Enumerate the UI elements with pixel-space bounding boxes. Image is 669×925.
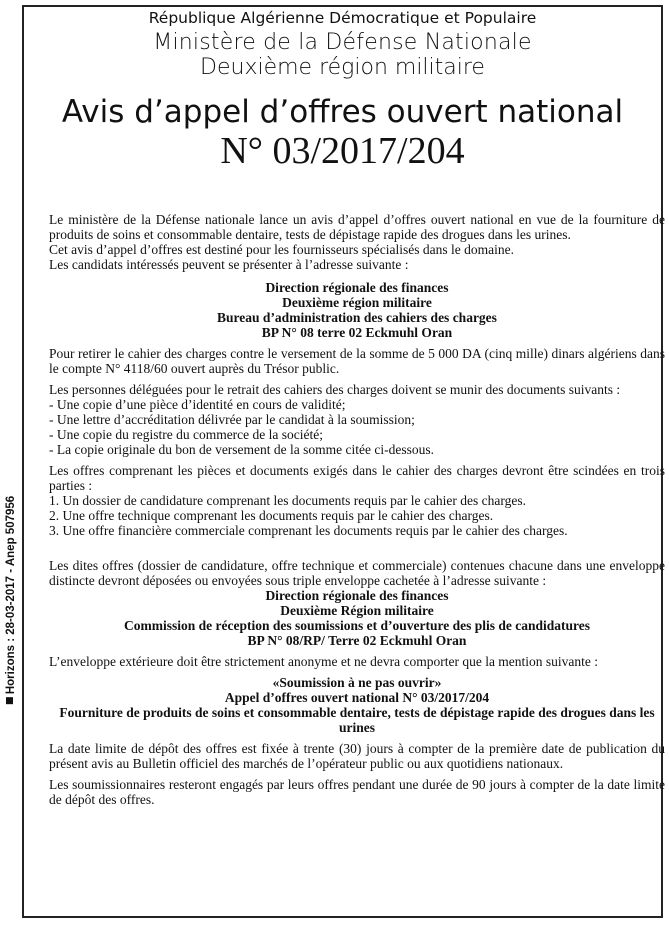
address-line: BP N° 08/RP/ Terre 02 Eckmuhl Oran	[247, 633, 467, 648]
notice-title: Avis d’appel d’offres ouvert national	[61, 94, 624, 131]
ministry-title: Ministère de la Défense Nationale	[153, 30, 532, 56]
intro-paragraph: Le ministère de la Défense nationale lance un avis d’appel d’offres ouvert national en vue de la fourniture de produits de soins et consommable dentaire, tests de dépistage rapide des drogues dans les urines.	[49, 212, 665, 242]
list-item: 2. Une offre technique comprenant les documents requis par le cahier des charges.	[49, 508, 494, 523]
sidebar-publication-info	[0, 0, 22, 925]
region-title: Deuxième région militaire	[200, 55, 485, 81]
list-item: 1. Un dossier de candidature comprenant les documents requis par le cahier des charges.	[49, 493, 526, 508]
mention-line: Appel d’offres ouvert national N° 03/2017/204	[224, 690, 490, 705]
address-block	[49, 280, 665, 340]
list-item: - Une copie d’une pièce d’identité en cours de validité;	[49, 397, 346, 412]
address-line: Bureau d’administration des cahiers des charges	[217, 310, 497, 325]
commitment-paragraph: Les soumissionnaires resteront engagés par leurs offres pendant une durée de 90 jours à compter de la date limite de dépôt des offres.	[49, 777, 665, 807]
offers-intro: Les offres comprenant les pièces et documents exigés dans le cahier des charges devront être scindées en trois parties :	[49, 463, 665, 493]
address-block	[49, 588, 665, 648]
publication-reference: Horizons : 28-03-2017 - Anep 507956	[5, 495, 17, 695]
address-line: BP N° 08 terre 02 Eckmuhl Oran	[261, 325, 453, 340]
deadline-paragraph: La date limite de dépôt des offres est fixée à trente (30) jours à compter de la première date de publication du présent avis au Bulletin officiel des marchés de l’opérateur public ou aux quotidiens nationaux.	[49, 741, 665, 771]
notice-header	[24, 10, 661, 172]
address-line: Direction régionale des finances	[265, 588, 449, 603]
address-line: Direction régionale des finances	[265, 280, 449, 295]
submission-paragraph: Les dites offres (dossier de candidature, offre technique et commerciale) contenues chacune dans une enveloppe distincte devront déposées ou envoyées sous triple enveloppe cachetée à l’adresse suivante :	[49, 558, 665, 588]
withdrawal-paragraph: Pour retirer le cahier des charges contre le versement de la somme de 5 000 DA (cinq mille) dinars algériens dans le compte N° 4118/60 ouvert auprès du Trésor public.	[49, 346, 665, 376]
intro-paragraph: Cet avis d’appel d’offres est destiné pour les fournisseurs spécialisés dans le domaine.	[49, 242, 515, 257]
envelope-paragraph: L’enveloppe extérieure doit être strictement anonyme et ne devra comporter que la mention suivante :	[49, 654, 599, 669]
address-line: Deuxième Région militaire	[280, 603, 434, 618]
mention-block	[49, 675, 665, 735]
list-item: - La copie originale du bon de versement de la somme citée ci-dessous.	[49, 442, 434, 457]
documents-intro: Les personnes déléguées pour le retrait des cahiers des charges doivent se munir des documents suivants :	[49, 382, 621, 397]
notice-number: N° 03/2017/204	[220, 129, 465, 172]
republic-title: République Algérienne Démocratique et Populaire	[148, 9, 537, 27]
list-item: 3. Une offre financière commerciale comprenant les documents requis par le cahier des charges.	[49, 523, 568, 538]
list-item: - Une copie du registre du commerce de la société;	[49, 427, 324, 442]
list-item: - Une lettre d’accréditation délivrée par le candidat à la soumission;	[49, 412, 415, 427]
square-bullet-icon	[6, 697, 13, 704]
notice-body	[49, 212, 665, 807]
intro-paragraph: Les candidats intéressés peuvent se présenter à l’adresse suivante :	[49, 257, 409, 272]
mention-line: Fourniture de produits de soins et consommable dentaire, tests de dépistage rapide des drogues dans les urines	[59, 705, 655, 735]
address-line: Deuxième région militaire	[282, 295, 432, 310]
mention-line: «Soumission à ne pas ouvrir»	[272, 675, 442, 690]
address-line: Commission de réception des soumissions et d’ouverture des plis de candidatures	[123, 618, 591, 633]
notice-frame	[22, 5, 663, 918]
